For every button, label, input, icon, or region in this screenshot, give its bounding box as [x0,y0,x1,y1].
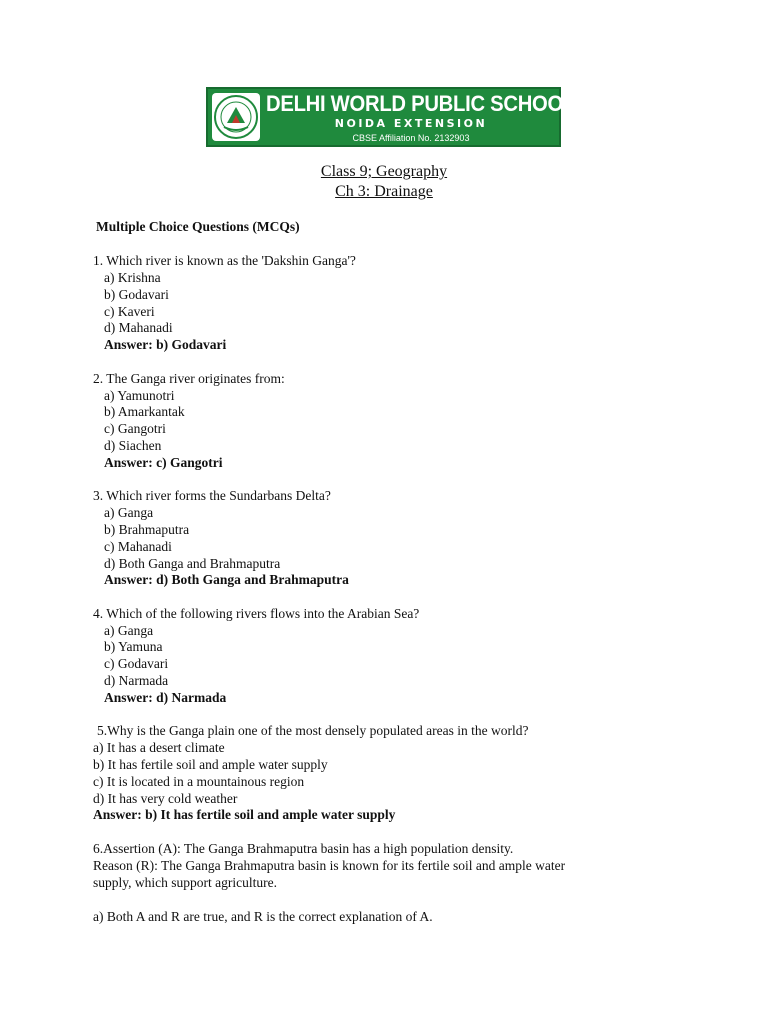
option-item: a) Yamunotri [104,388,175,403]
option-item: d) Narmada [104,673,169,688]
option-item: c) Kaveri [104,304,155,319]
chapter-title: Ch 3: Drainage [335,183,433,200]
option-item: c) Mahanadi [104,539,172,554]
option-item: b) Amarkantak [104,404,185,419]
assertion-text: 6.Assertion (A): The Ganga Brahmaputra basin has a high population density. [93,841,514,856]
class-subject-title: Class 9; Geography [320,163,448,180]
question-text: 3. Which river forms the Sundarbans Delta? [93,488,331,503]
option-item: c) It is located in a mountainous region [93,774,305,789]
option-item: c) Godavari [104,656,169,671]
school-affiliation: CBSE Affiliation No. 2132903 [352,133,470,143]
option-item: a) Ganga [104,623,154,638]
answer-text: Answer: b) It has fertile soil and ample water supply [93,807,396,822]
answer-text: Answer: c) Gangotri [104,455,223,470]
question-text: 4. Which of the following rivers flows into the Arabian Sea? [93,606,420,621]
option-item: b) Brahmaputra [104,522,190,537]
question-text: 5.Why is the Ganga plain one of the most densely populated areas in the world? [97,723,529,738]
option-item: a) Ganga [104,505,154,520]
option-item: a) Krishna [104,270,161,285]
section-heading: Multiple Choice Questions (MCQs) [96,219,300,234]
option-item: d) Mahanadi [104,320,173,335]
school-crest-icon [212,93,260,141]
reason-text: Reason (R): The Ganga Brahmaputra basin is known for its fertile soil and ample water [93,858,566,873]
option-item: d) Siachen [104,438,162,453]
option-item: c) Gangotri [104,421,166,436]
option-item: a) It has a desert climate [93,740,225,755]
question-text: 2. The Ganga river originates from: [93,371,285,386]
school-location: NOIDA EXTENSION [334,117,488,130]
option-item: a) Both A and R are true, and R is the correct explanation of A. [93,909,433,924]
school-name: DELHI WORLD PUBLIC SCHOOL [266,91,576,116]
option-item: b) It has fertile soil and ample water supply [93,757,328,772]
school-banner [206,87,576,147]
option-item: b) Godavari [104,287,169,302]
answer-text: Answer: d) Both Ganga and Brahmaputra [104,572,349,587]
option-item: b) Yamuna [104,639,163,654]
question-text: 1. Which river is known as the 'Dakshin Ganga'? [93,253,356,268]
answer-text: Answer: b) Godavari [104,337,227,352]
option-item: d) It has very cold weather [93,791,238,806]
answer-text: Answer: d) Narmada [104,690,227,705]
reason-text-continued: supply, which support agriculture. [93,875,277,890]
option-item: d) Both Ganga and Brahmaputra [104,556,281,571]
